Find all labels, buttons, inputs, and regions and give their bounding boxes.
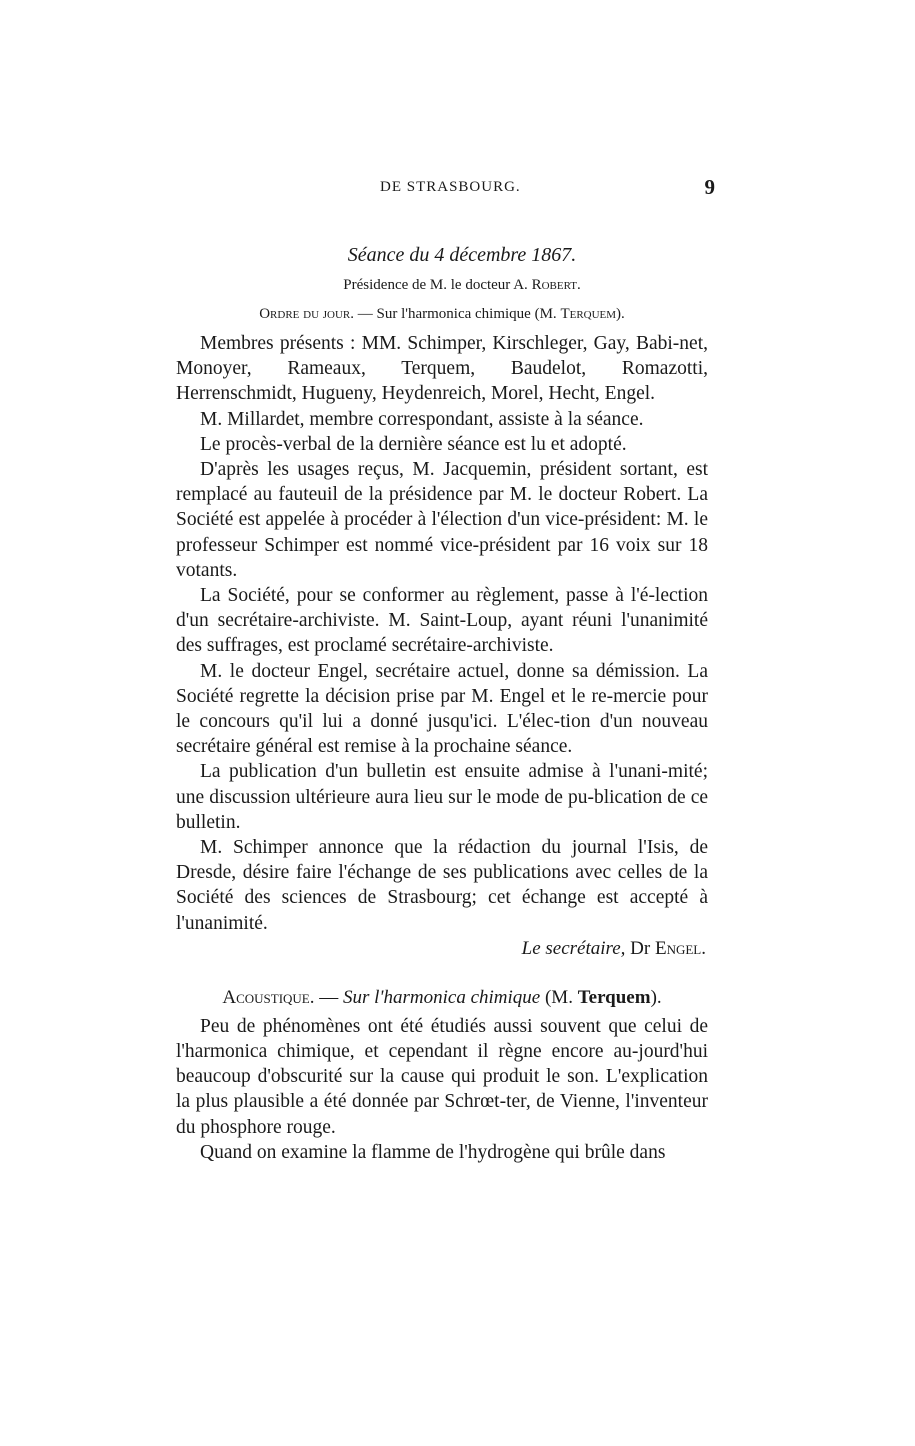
running-head <box>175 175 715 205</box>
paragraph-secretaire-archiviste: La Société, pour se conformer au règlement, passe à l'é-lection d'un secrétaire-archiviste. M. Saint-Loup, ayant réuni l'unanimité des suffrages, est proclamé secrétaire-archiviste. <box>176 585 708 657</box>
paragraph-presidence: D'après les usages reçus, M. Jacquemin, président sortant, est remplacé au fauteuil de la présidence par M. le docteur Robert. La Société est appelée à procéder à l'élection d'un vice-président: M. le professeur Schimper est nommé vice-président par 16 voix sur 18 votants. <box>176 459 708 581</box>
paragraph-proces-verbal: Le procès-verbal de la dernière séance est lu et adopté. <box>200 433 627 455</box>
section-author: Terquem <box>577 986 651 1008</box>
presidence-name: Robert <box>531 277 577 293</box>
paragraph-membres: Membres présents : MM. Schimper, Kirschleger, Gay, Babi-net, Monoyer, Rameaux, Terquem, Baudelot, Romazotti, Herrenschmidt, Hugueny, Heydenreich, Morel, Hecht, Engel. <box>176 333 708 405</box>
signature-name: Engel. <box>654 937 706 959</box>
ordre-author: Terquem <box>560 306 617 322</box>
signature-label: Le secrétaire, <box>521 937 626 959</box>
text-block <box>176 244 708 1165</box>
running-title: DE STRASBOURG. <box>380 179 521 195</box>
ordre-label: Ordre du jour. <box>259 306 355 322</box>
ordre-du-jour <box>176 306 708 323</box>
ordre-end: ). <box>616 306 625 322</box>
section-open: (M. <box>540 986 578 1008</box>
presidence-prefix: Présidence de M. le docteur A. <box>343 277 532 293</box>
section-dash: — <box>314 986 343 1008</box>
paragraph-harmonica-intro: Peu de phénomènes ont été étudiés aussi souvent que celui de l'harmonica chimique, et cependant il règne encore au-jourd'hui beaucoup d'obscurité sur la cause qui produit le son. L'explication la plus plausible a été donnée par Schrœt-ter, de Vienne, l'inventeur du phosphore rouge. <box>176 1015 708 1138</box>
section-topic: Acoustique. <box>222 986 315 1008</box>
signature-title: Dr <box>630 937 651 959</box>
section-close: ). <box>650 986 662 1008</box>
section-subject: Sur l'harmonica chimique <box>343 986 541 1008</box>
seance-title: Séance du 4 décembre 1867. <box>347 244 577 266</box>
section-heading <box>176 985 708 1010</box>
paragraph-flamme: Quand on examine la flamme de l'hydrogène qui brûle dans <box>200 1141 666 1163</box>
presidence-suffix: . <box>576 277 581 293</box>
signature <box>176 936 708 961</box>
ordre-text: — Sur l'harmonica chimique (M. <box>354 306 561 322</box>
page-number: 9 <box>704 175 715 199</box>
presidence-line <box>216 277 708 294</box>
paragraph-demission: M. le docteur Engel, secrétaire actuel, donne sa démission. La Société regrette la décision prise par M. Engel et le re-mercie pour le concours qu'il lui a donné jusqu'ici. L'élec-tion d'un nouveau secrétaire général est remise à la prochaine séance. <box>176 660 708 758</box>
paragraph-bulletin: La publication d'un bulletin est ensuite admise à l'unani-mité; une discussion ultérieure aura lieu sur le mode de pu-blication de ce bulletin. <box>176 761 708 833</box>
paragraph-millardet: M. Millardet, membre correspondant, assiste à la séance. <box>200 408 644 430</box>
paragraph-isis: M. Schimper annonce que la rédaction du journal l'Isis, de Dresde, désire faire l'échange de ses publications avec celles de la Société des sciences de Strasbourg; cet échange est accepté à l'unanimité. <box>176 837 708 934</box>
